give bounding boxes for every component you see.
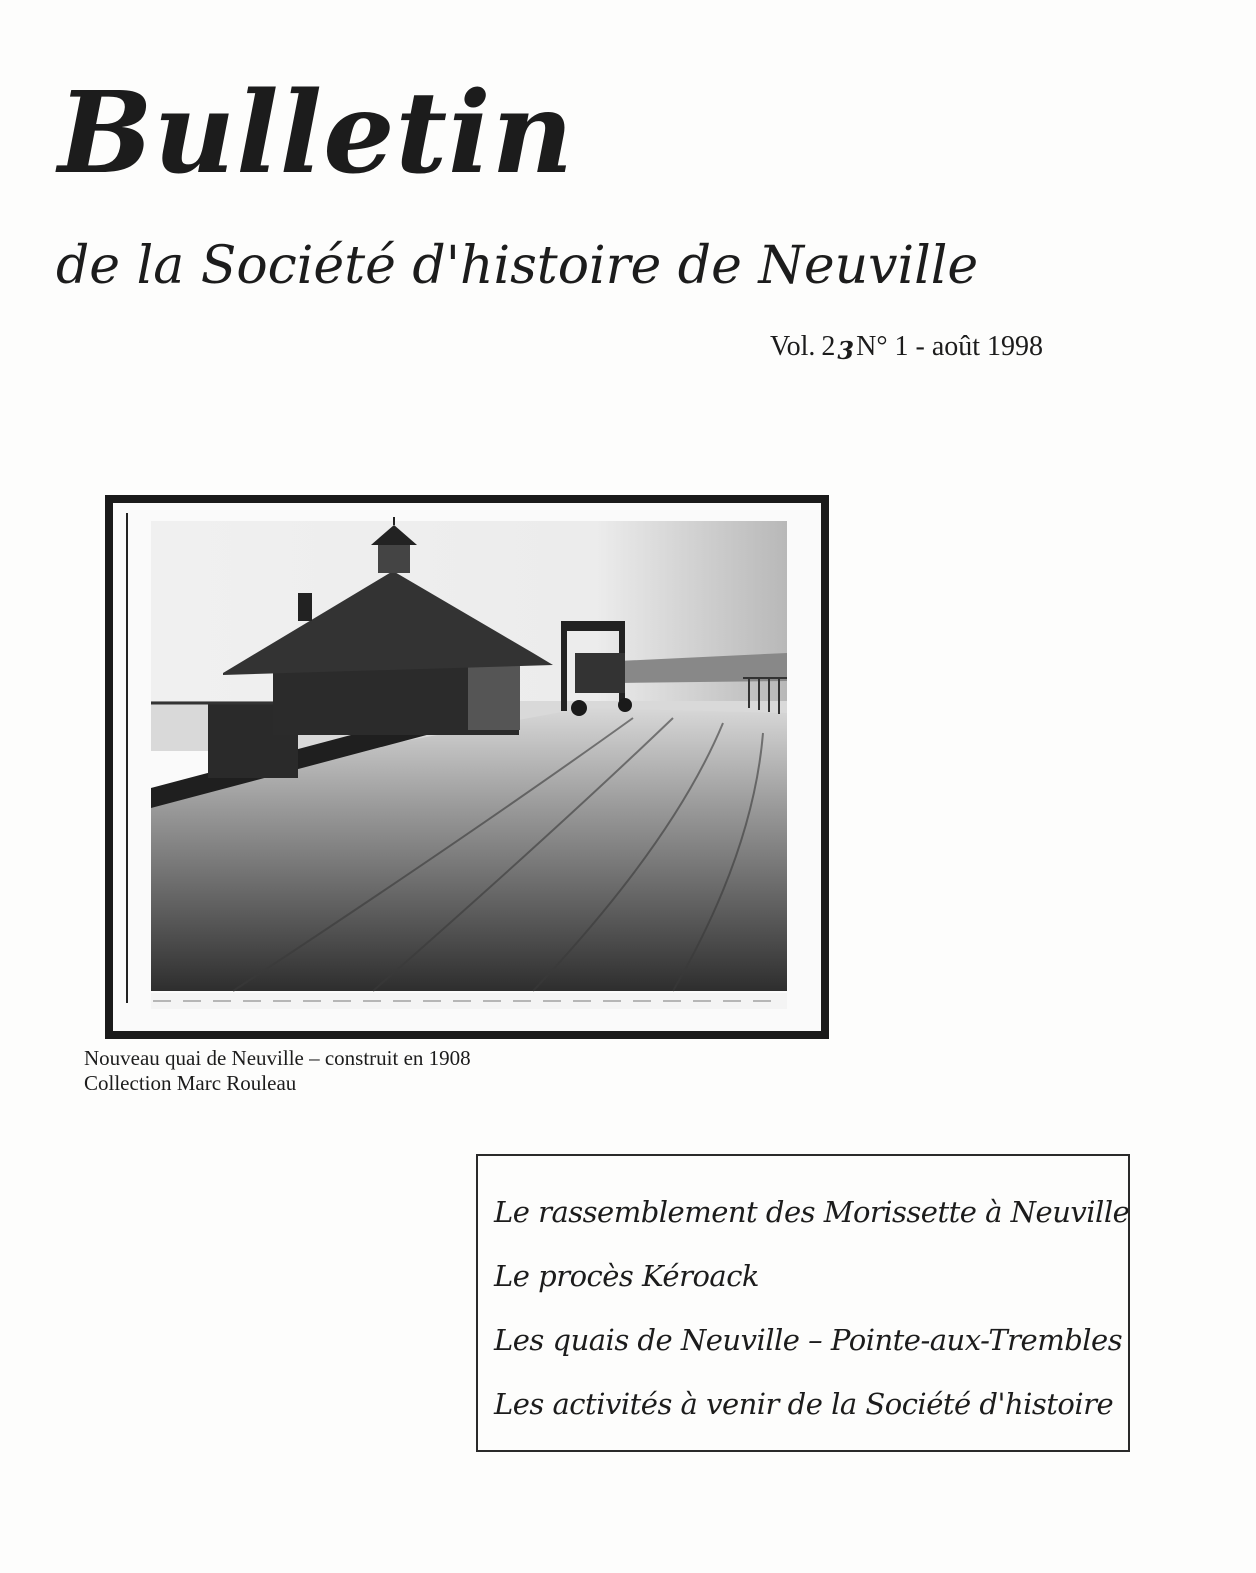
photo-caption [84, 1046, 471, 1096]
wharf-photograph [113, 503, 821, 1031]
issue-number-date: N° 1 - août 1998 [856, 331, 1044, 362]
contents-box [476, 1154, 1130, 1452]
volume-number-printed: 2 [821, 331, 836, 362]
volume-number-handwritten-correction: 3 [837, 336, 855, 365]
cover-photo [105, 495, 829, 1039]
contents-item: Les quais de Neuville – Pointe-aux-Trembles [494, 1323, 1123, 1357]
contents-item: Le procès Kéroack [494, 1259, 760, 1293]
contents-item: Les activités à venir de la Société d'histoire [494, 1387, 1114, 1421]
bulletin-title: Bulletin [58, 68, 575, 199]
contents-item: Le rassemblement des Morissette à Neuville [494, 1195, 1130, 1229]
society-subtitle: de la Société d'histoire de Neuville [56, 236, 979, 296]
volume-label: Vol. [770, 331, 816, 362]
caption-title: Nouveau quai de Neuville – construit en 1908 [84, 1046, 471, 1070]
caption-credit: Collection Marc Rouleau [84, 1071, 297, 1095]
issue-info [770, 330, 1043, 368]
